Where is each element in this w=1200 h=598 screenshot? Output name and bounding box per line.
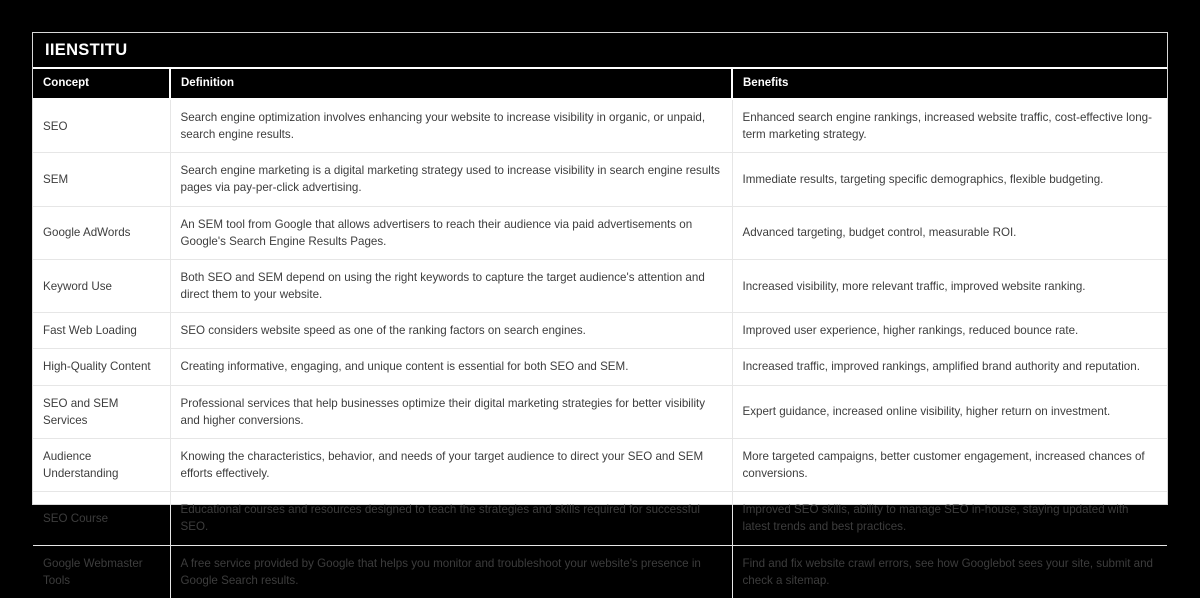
column-header-concept: Concept (33, 69, 170, 99)
cell-benefits: Improved SEO skills, ability to manage SEO in-house, staying updated with latest trends and best practices. (732, 492, 1167, 545)
column-header-definition: Definition (170, 69, 732, 99)
cell-benefits: Immediate results, targeting specific demographics, flexible budgeting. (732, 153, 1167, 206)
cell-concept: Audience Understanding (33, 438, 170, 491)
column-header-benefits: Benefits (732, 69, 1167, 99)
cell-concept: Google AdWords (33, 206, 170, 259)
cell-benefits: Enhanced search engine rankings, increased website traffic, cost-effective long-term marketing strategy. (732, 99, 1167, 153)
cell-benefits: Expert guidance, increased online visibility, higher return on investment. (732, 385, 1167, 438)
cell-definition: Educational courses and resources designed to teach the strategies and skills required for successful SEO. (170, 492, 732, 545)
cell-benefits: Find and fix website crawl errors, see how Googlebot sees your site, submit and check a sitemap. (742, 556, 1153, 587)
cell-definition: Both SEO and SEM depend on using the right keywords to capture the target audience's attention and direct them to your website. (170, 259, 732, 312)
cell-definition: Knowing the characteristics, behavior, and needs of your target audience to direct your SEO and SEM efforts effectively. (170, 438, 732, 491)
cell-concept: Keyword Use (33, 259, 170, 312)
table-row (33, 259, 1167, 312)
cell-concept: SEO Course (33, 492, 170, 545)
cell-definition: An SEM tool from Google that allows advertisers to reach their audience via paid advertisements on Google's Search Engine Results Pages. (170, 206, 732, 259)
cell-concept: Fast Web Loading (33, 313, 170, 349)
brand-logo-text: IIENSTITU (45, 40, 128, 59)
cell-concept: SEO (33, 99, 170, 153)
cell-benefits: Increased traffic, improved rankings, amplified brand authority and reputation. (732, 349, 1167, 385)
table-row (33, 313, 1167, 349)
cell-concept: SEO and SEM Services (33, 385, 170, 438)
concepts-table (33, 69, 1167, 598)
cell-definition: Search engine optimization involves enhancing your website to increase visibility in organic, or unpaid, search engine results. (170, 99, 732, 153)
cell-definition: Professional services that help businesses optimize their digital marketing strategies for better visibility and higher conversions. (170, 385, 732, 438)
cell-benefits: Improved user experience, higher rankings, reduced bounce rate. (732, 313, 1167, 349)
cell-concept: Google Webmaster Tools (33, 545, 170, 598)
concepts-table-card (32, 32, 1168, 587)
table-row (33, 438, 1167, 491)
table-row (33, 206, 1167, 259)
cell-benefits: Advanced targeting, budget control, measurable ROI. (732, 206, 1167, 259)
cell-definition: SEO considers website speed as one of the ranking factors on search engines. (170, 313, 732, 349)
table-body (33, 99, 1167, 598)
table-row (33, 492, 1167, 545)
table-row (33, 385, 1167, 438)
table-header-row (33, 69, 1167, 99)
table-row (33, 349, 1167, 385)
table-header (33, 69, 1167, 99)
cell-definition: A free service provided by Google that helps you monitor and troubleshoot your website's presence in Google Search results. (170, 545, 732, 598)
table-row (33, 545, 1167, 598)
cell-benefits: Increased visibility, more relevant traffic, improved website ranking. (732, 259, 1167, 312)
cell-definition: Search engine marketing is a digital marketing strategy used to increase visibility in search engine results pages via pay-per-click advertising. (170, 153, 732, 206)
cell-definition: Creating informative, engaging, and unique content is essential for both SEO and SEM. (170, 349, 732, 385)
cell-concept: High-Quality Content (33, 349, 170, 385)
table-row (33, 153, 1167, 206)
table-row (33, 99, 1167, 153)
cell-concept: SEM (33, 153, 170, 206)
cell-benefits: More targeted campaigns, better customer engagement, increased chances of conversions. (732, 438, 1167, 491)
brand-bar (33, 33, 1167, 69)
